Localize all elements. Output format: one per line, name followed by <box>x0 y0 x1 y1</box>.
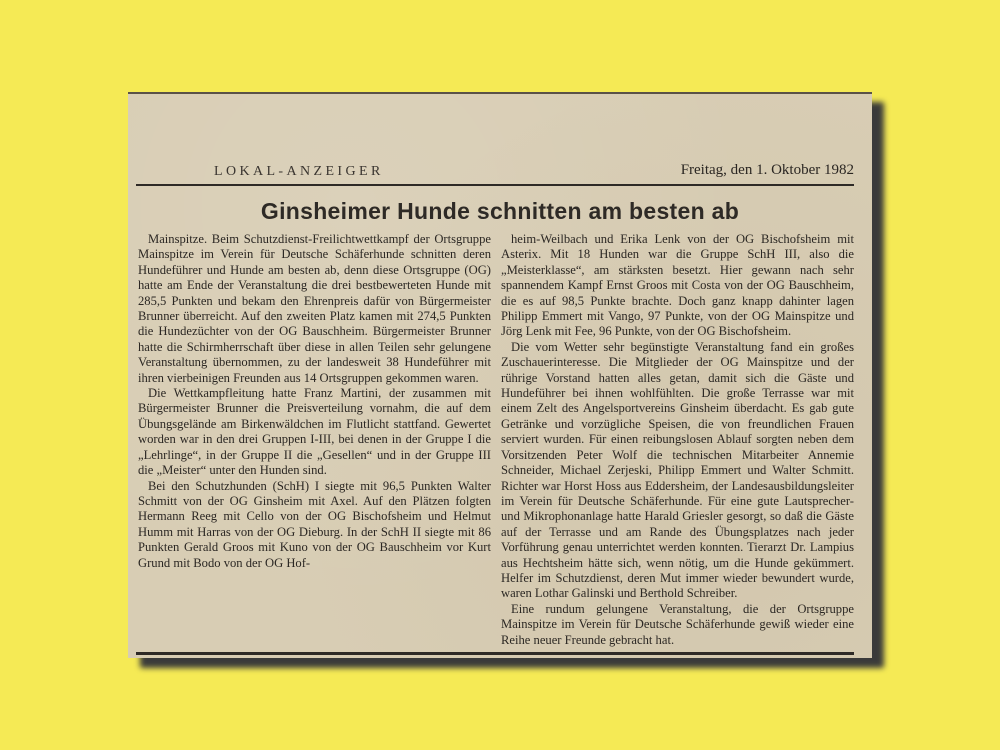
headline: Ginsheimer Hunde schnitten am besten ab <box>260 198 740 224</box>
paragraph: Eine rundum gelungene Veranstaltung, die der Ortsgruppe Mainspitze im Verein für Deutsche Schäferhunde gewiß wieder eine Reihe neuer Freunde gebracht hat. <box>501 601 854 647</box>
article-column-left <box>138 232 491 571</box>
bottom-rule <box>136 652 854 655</box>
paragraph: heim-Weilbach und Erika Lenk von der OG Bischofsheim mit Asterix. Mit 18 Hunden war die Gruppe SchH III, also die „Meisterklasse“, am stärksten besetzt. Hier gewann nach sehr spannendem Kampf Ernst Groos mit Costa von der OG Bauschheim, die es auf 98,5 Punkte brachte. Doch ganz knapp dahinter lagen Philipp Emmert mit Vango, 97 Punkte, von der OG Mainspitze und Jörg Lenk mit Fee, 96 Punkte, von der OG Bischofsheim. <box>501 232 854 339</box>
issue-date: Freitag, den 1. Oktober 1982 <box>680 162 854 178</box>
paper-name: LOKAL-ANZEIGER <box>214 164 384 179</box>
paragraph: Bei den Schutzhunden (SchH) I siegte mit 96,5 Punkten Walter Schmitt von der OG Ginsheim mit Axel. Auf den Plätzen folgten Hermann Reeg mit Cello von der OG Bischofsheim und Helmut Humm mit Harras von der OG Dieburg. In der SchH II siegte mit 86 Punkten Gerald Groos mit Kuno von der OG Bauschheim vor Kurt Grund mit Bodo von der OG Hof- <box>138 478 491 570</box>
paragraph: Die vom Wetter sehr begünstigte Veranstaltung fand ein großes Zuschauerinteresse. Die Mitglieder der OG Mainspitze und der rührige Vorstand hatten alles getan, damit sich die Gäste und Hundeführer bei ihnen wohlfühlten. Die große Terrasse war mit einem Zelt des Angelsportvereins Ginsheim überdacht. Es gab gute Getränke und vorzügliche Speisen, die von freundlichen Frauen serviert wurden. Für einen reibungslosen Ablauf sorgten neben dem Vorsitzenden Peter Wolf die technischen Mitarbeiter Annemie Schneider, Michael Zerjeski, Philipp Emmert und Walter Schmitt. Richter war Horst Hoss aus Eddersheim, der Landesausbildungsleiter im Verein für Deutsche Schäferhunde. Für eine gute Lautsprecher- und Mikrophonanlage hatte Harald Griesler gesorgt, so daß die Gäste auf der Terrasse und am Rande des Übungsplatzes nach jeder Vorführung genau unterrichtet werden konnten. Tierarzt Dr. Lampius aus Hechtsheim hätte sich, wenn nötig, um die Hunde gekümmert. Helfer im Schutzdienst, deren Mut immer wieder bewundert wurde, waren Lothar Galinski und Berthold Schreiber. <box>501 339 854 601</box>
paragraph: Mainspitze. Beim Schutzdienst-Freilichtwettkampf der Ortsgruppe Mainspitze im Verein für Deutsche Schäferhunde schnitten deren Hundeführer und Hunde am besten ab, denn diese Ortsgruppe (OG) hatte am Ende der Veranstaltung die drei bestbewerteten Hunde mit 285,5 Punkten und bekam den Ehrenpreis dafür von Bürgermeister Brunner überreicht. Auf den zweiten Platz kamen mit 274,5 Punkten die Hundezüchter von der OG Bauschheim. Bürgermeister Brunner hatte die Schirmherrschaft über diese in allen Teilen sehr gelungene Veranstaltung übernommen, zu der landesweit 38 Hundeführer mit ihren vierbeinigen Freunden aus 14 Ortsgruppen gekommen waren. <box>138 232 491 385</box>
masthead <box>136 164 854 186</box>
paragraph: Die Wettkampfleitung hatte Franz Martini, der zusammen mit Bürgermeister Brunner die Preisverteilung vornahm, die auf dem Übungsgelände am Birkenwäldchen im Flutlicht stattfand. Gewertet worden war in den drei Gruppen I-III, bei denen in der Gruppe I die „Lehrlinge“, in der Gruppe II die „Gesellen“ und in der Gruppe III die „Meister“ unter den Hunden sind. <box>138 386 491 478</box>
newspaper-clipping <box>128 92 872 658</box>
article-column-right <box>501 232 854 648</box>
